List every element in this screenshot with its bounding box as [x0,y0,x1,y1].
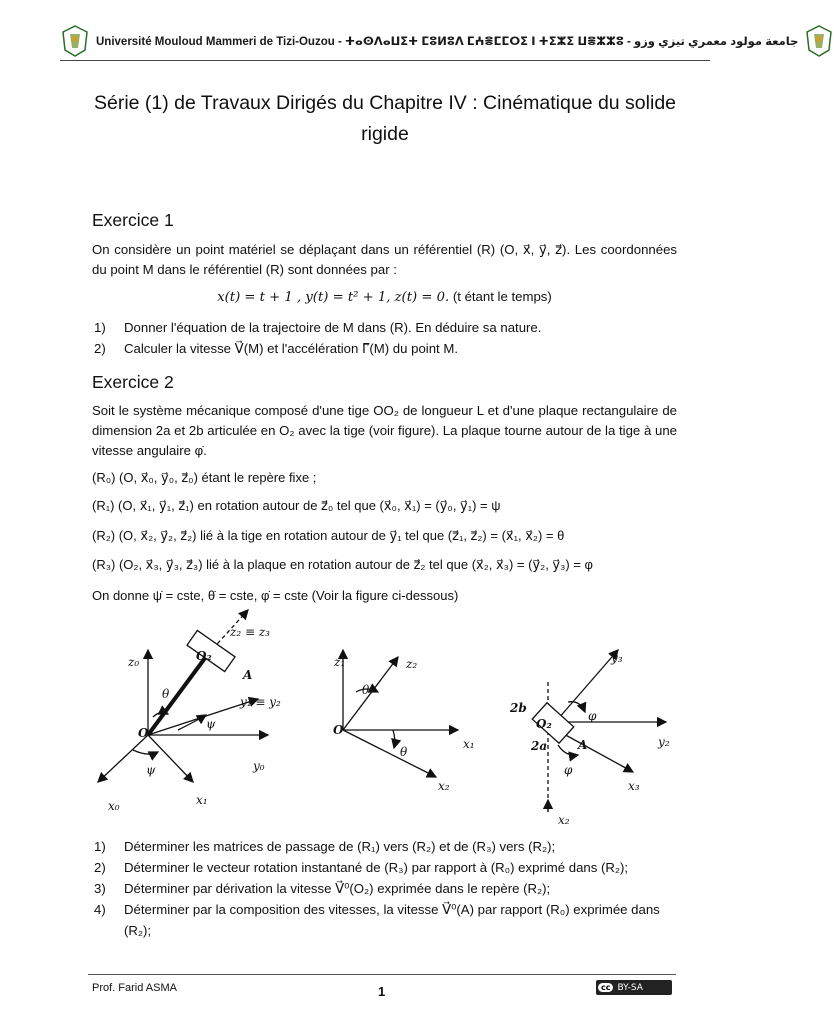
label-x1: x₁ [463,737,475,751]
label-A: A [243,668,253,682]
exercise-1-equation [92,289,677,305]
question-text: Déterminer les matrices de passage de (R₁) vers (R₂) et de (R₃) vers (R₂); [124,839,556,854]
header-title: Université Mouloud Mammeri de Tizi-Ouzou - ⵜⴰⵙⴷⴰⵡⵉⵜ ⵎⵓⵍⵓⴷ ⵎⵄⴻⵎⵎⵔⵉ ⵏ ⵜⵉⵣⵉ ⵡⴻⵣⵣⵓ - جامعة مولود معمري تيزي وزو [96,36,799,48]
frame-r1: (R₁) (O, x⃗₁, y⃗₁, z⃗₁) en rotation autour de z⃗₀ tel que (x⃗₀, x⃗₁) = (y⃗₀, y⃗₁) = ψ [92,498,501,513]
question-text: Déterminer par la composition des vitesses, la vitesse V⃗⁰(A) par rapport (R₀) exprimée dans (R₂); [124,902,660,938]
university-logo-icon [60,24,90,58]
given-text: On donne ψ̇ = cste, θ̇ = cste, φ̇ = cste (Voir la figure ci-dessous) [92,588,459,603]
cc-icon: cc [598,983,613,992]
exercise-1-intro: On considère un point matériel se déplaçant dans un référentiel (R) (O, x⃗, y⃗, z⃗). Les coordonnées du point M dans le référentiel (R) sont données par : [92,242,677,277]
label-y2: y₂ [658,735,670,749]
label-phi: φ [564,763,573,777]
label-y0: y₀ [253,759,265,773]
label-phi: φ [588,709,597,723]
page-number: 1 [378,984,386,999]
label-theta: θ [400,745,408,759]
label-O2: O₂ [196,649,212,663]
question-text: Déterminer le vecteur rotation instantané de (R₃) par rapport à (R₀) exprimé dans (R₂); [124,860,629,875]
kinematics-figure [88,612,688,827]
university-logo-icon [804,24,834,58]
question-item: 1) Déterminer les matrices de passage de (R₁) vers (R₂) et de (R₃) vers (R₂); [92,836,682,857]
label-z2z3: z₂ ≡ z₃ [230,625,270,639]
label-2b: 2b [510,701,527,715]
question-item: 3) Déterminer par dérivation la vitesse V⃗⁰(O₂) exprimée dans le repère (R₂); [92,878,682,899]
label-theta: θ [162,687,170,701]
label-y3: y₃ [611,651,623,665]
frame-r0: (R₀) (O, x⃗₀, y⃗₀, z⃗₀) étant le repère fixe ; [92,470,317,485]
diagram-phi-plane [532,650,666,812]
document-title: Série (1) de Travaux Dirigés du Chapitre IV : Cinématique du solide rigide [93,92,677,145]
label-O: O [138,726,149,740]
label-2a: 2a [531,739,548,753]
label-z0: z₀ [128,655,140,669]
frame-r3: (R₃) (O₂, x⃗₃, y⃗₃, z⃗₃) lié à la plaque en rotation autour de z⃗₂ tel que (x⃗₂, x⃗₃) = (y⃗₂, y⃗₃) = φ [92,557,593,572]
exercise-1-questions [92,317,682,359]
equation-note: (t étant le temps) [452,289,552,304]
exercise-1-heading: Exercice 1 [92,210,174,230]
question-item: 4) Déterminer par la composition des vitesses, la vitesse V⃗⁰(A) par rapport (R₀) exprimée dans (R₂); [92,899,682,941]
exercise-2-questions [92,836,682,941]
cc-license-badge [596,980,672,995]
equation-text: x(t) = t + 1 , y(t) = t² + 1, z(t) = 0. [217,290,450,305]
label-z2: z₂ [406,657,418,671]
question-text: Déterminer par dérivation la vitesse V⃗⁰(O₂) exprimée dans le repère (R₂); [124,881,551,896]
page-header [60,22,799,61]
label-psi: ψ [206,717,216,731]
license-label: BY-SA [617,982,643,993]
label-x0: x₀ [108,799,120,813]
label-y1y2: y₁ ≡ y₂ [240,695,281,709]
question-text: Donner l'équation de la trajectoire de M dans (R). En déduire sa nature. [124,320,542,335]
label-psi: ψ [146,763,156,777]
label-z1: z₁ [334,655,346,669]
label-x1: x₁ [196,793,208,807]
question-text: Calculer la vitesse V⃗(M) et l'accélération Γ⃗(M) du point M. [124,341,459,356]
label-A: A [578,738,588,752]
exercise-2-heading: Exercice 2 [92,372,174,392]
frame-r2: (R₂) (O, x⃗₂, y⃗₂, z⃗₂) lié à la tige en rotation autour de y⃗₁ tel que (z⃗₁, z⃗₂) = (x⃗₁, x⃗₂) = θ [92,528,565,543]
exercise-2-intro: Soit le système mécanique composé d'une tige OO₂ de longueur L et d'une plaque rectangulaire de dimension 2a et 2b articulée en O₂ avec la tige (voir figure). La plaque tourne autour de la tige à une vitesse angulaire φ̇. [92,403,677,458]
question-item: 2) Déterminer le vecteur rotation instantané de (R₃) par rapport à (R₀) exprimé dans (R₂); [92,857,682,878]
question-item: 1) Donner l'équation de la trajectoire de M dans (R). En déduire sa nature. [92,317,682,338]
label-x3: x₃ [628,779,640,793]
label-O: O [333,723,344,737]
question-item: 2) Calculer la vitesse V⃗(M) et l'accélération Γ⃗(M) du point M. [92,338,682,359]
label-x2: x₂ [558,813,570,827]
footer-author: Prof. Farid ASMA [92,982,177,994]
label-O2: O₂ [536,717,552,731]
footer-divider [88,974,676,975]
label-x2: x₂ [438,779,450,793]
label-theta: θ [362,683,370,697]
